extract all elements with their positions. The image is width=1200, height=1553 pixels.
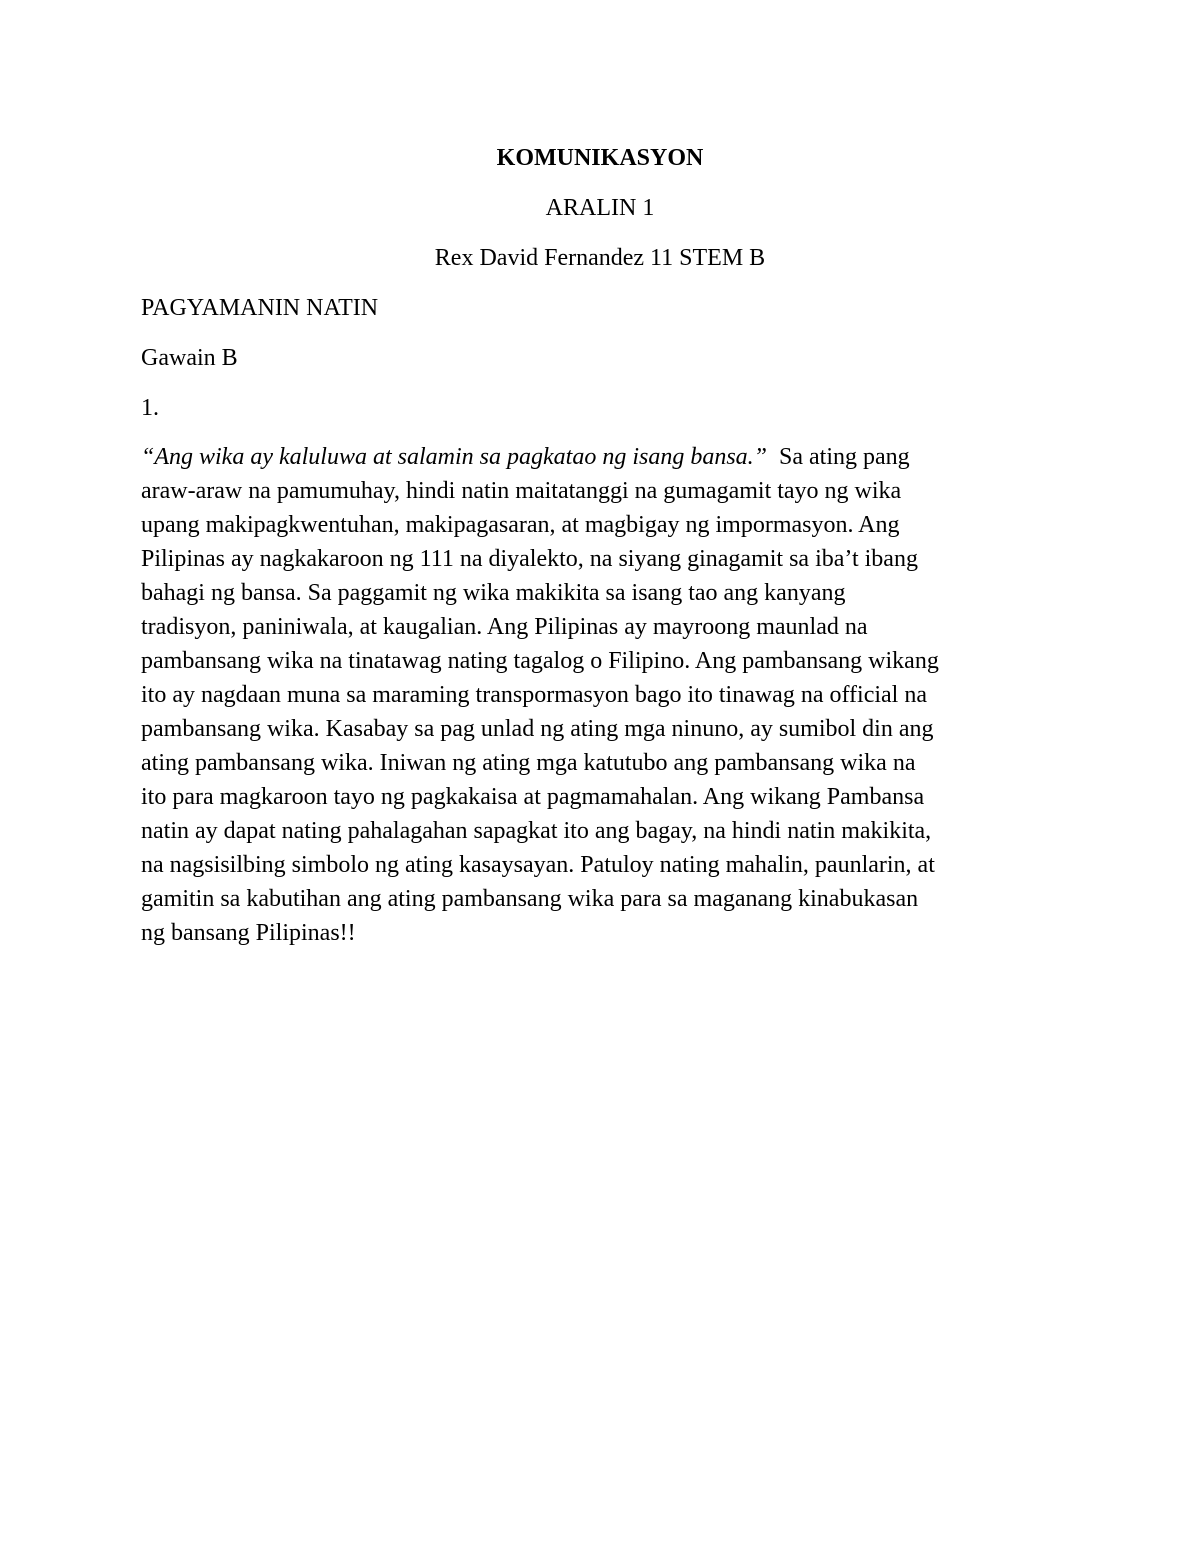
essay-line: ito para magkaroon tayo ng pagkakaisa at pagmamahalan. Ang wikang Pambansa [141, 784, 925, 810]
essay-line: na nagsisilbing simbolo ng ating kasaysayan. Patuloy nating mahalin, paunlarin, at [141, 852, 935, 878]
lesson-heading: ARALIN 1 [545, 195, 655, 221]
essay-line: bahagi ng bansa. Sa paggamit ng wika makikita sa isang tao ang kanyang [141, 580, 846, 606]
essay-line: ating pambansang wika. Iniwan ng ating mga katutubo ang pambansang wika na [141, 750, 916, 776]
essay-line: ng bansang Pilipinas!! [141, 920, 356, 946]
essay-line: Pilipinas ay nagkakaroon ng 111 na diyalekto, na siyang ginagamit sa iba’t ibang [141, 546, 918, 572]
essay-line: gamitin sa kabutihan ang ating pambansang wika para sa maganang kinabukasan [141, 886, 919, 912]
essay-line: pambansang wika na tinatawag nating tagalog o Filipino. Ang pambansang wikang [141, 648, 939, 674]
essay-line: ito ay nagdaan muna sa maraming transpormasyon bago ito tinawag na official na [141, 682, 927, 708]
essay-line [141, 440, 1071, 474]
section-heading: PAGYAMANIN NATIN [141, 295, 379, 321]
item-number: 1. [141, 395, 159, 421]
author-line: Rex David Fernandez 11 STEM B [434, 245, 766, 271]
quote-text: “Ang wika ay kaluluwa at salamin sa pagkatao ng isang bansa.” [141, 444, 768, 470]
essay-line: araw-araw na pamumuhay, hindi natin maitatanggi na gumagamit tayo ng wika [141, 478, 902, 504]
task-heading: Gawain B [141, 345, 238, 371]
essay-line: tradisyon, paniniwala, at kaugalian. Ang Pilipinas ay mayroong maunlad na [141, 614, 868, 640]
essay-line: pambansang wika. Kasabay sa pag unlad ng ating mga ninuno, ay sumibol din ang [141, 716, 934, 742]
essay-paragraph [141, 440, 1071, 950]
essay-line-text: Sa ating pang [779, 444, 910, 470]
essay-line: upang makipagkwentuhan, makipagasaran, at magbigay ng impormasyon. Ang [141, 512, 900, 538]
document-title: KOMUNIKASYON [496, 145, 704, 171]
essay-line: natin ay dapat nating pahalagahan sapagkat ito ang bagay, na hindi natin makikita, [141, 818, 932, 844]
